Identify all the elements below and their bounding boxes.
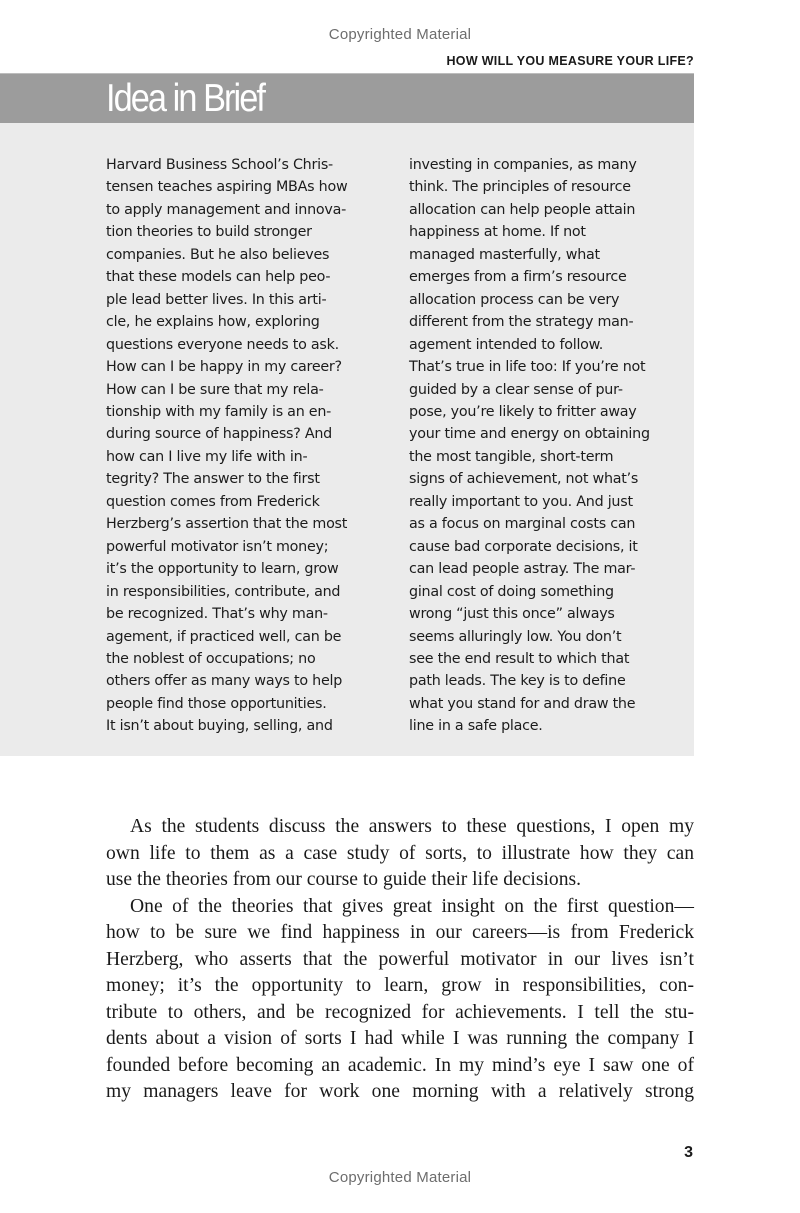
text-line: One of the theories that gives great insight on the first question—: [130, 895, 694, 917]
text-line: use the theories from our course to guide their life decisions.: [106, 869, 582, 890]
text-line: ple lead better lives. In this arti-: [106, 291, 327, 308]
text-line: questions everyone needs to ask.: [106, 336, 339, 353]
sidebar-left-column: [106, 154, 347, 738]
text-line: your time and energy on obtaining: [409, 426, 650, 443]
text-line: how to be sure we find happiness in our careers—is from Frederick: [106, 922, 694, 943]
text-line: tensen teaches aspiring MBAs how: [106, 179, 348, 196]
text-line: investing in companies, as many: [409, 157, 637, 173]
text-line: signs of achievement, not what’s: [409, 471, 639, 488]
text-line: dents about a vision of sorts I had while I was running the company I: [106, 1028, 694, 1049]
text-line: tegrity? The answer to the first: [106, 471, 320, 488]
text-line: seems alluringly low. You don’t: [409, 628, 622, 645]
text-line: wrong “just this once” always: [409, 606, 615, 623]
text-line: as a focus on marginal costs can: [409, 516, 636, 533]
text-line: agement, if practiced well, can be: [106, 628, 342, 645]
copyright-watermark-top: Copyrighted Material: [328, 26, 472, 43]
text-line: Herzberg, who asserts that the powerful motivator in our lives isn’t: [106, 948, 694, 970]
text-line: be recognized. That’s why man-: [106, 606, 328, 623]
text-line: emerges from a firm’s resource: [409, 269, 627, 286]
text-line: own life to them as a case study of sorts, to illustrate how they can: [106, 842, 694, 864]
text-line: money; it’s the opportunity to learn, grow in responsibilities, con-: [106, 975, 694, 996]
text-line: different from the strategy man-: [409, 314, 634, 331]
text-line: It isn’t about buying, selling, and: [106, 718, 333, 735]
text-line: it’s the opportunity to learn, grow: [106, 561, 339, 578]
sidebar-title: Idea in Brief: [106, 77, 264, 120]
sidebar-right-column: [409, 154, 650, 738]
copyright-watermark-bottom: Copyrighted Material: [328, 1169, 472, 1186]
text-line: tion theories to build stronger: [106, 224, 312, 241]
text-line: think. The principles of resource: [409, 179, 631, 196]
text-line: the noblest of occupations; no: [106, 650, 316, 667]
text-line: line in a safe place.: [409, 718, 543, 735]
text-line: the most tangible, short-term: [409, 448, 614, 465]
text-line: can lead people astray. The mar-: [409, 561, 636, 578]
text-line: see the end result to which that: [409, 650, 630, 667]
text-line: pose, you’re likely to fritter away: [409, 403, 637, 420]
text-line: tribute to others, and be recognized for achievements. I tell the stu-: [106, 1001, 694, 1023]
running-head: HOW WILL YOU MEASURE YOUR LIFE?: [446, 54, 694, 68]
text-line: ginal cost of doing something: [409, 583, 614, 600]
idea-in-brief-sidebar: [0, 123, 694, 756]
text-line: managed masterfully, what: [409, 246, 600, 263]
sidebar-header-band: [0, 73, 694, 123]
text-line: As the students discuss the answers to these questions, I open my: [130, 816, 694, 837]
text-line: during source of happiness? And: [106, 426, 333, 443]
text-line: allocation can help people attain: [409, 201, 636, 218]
text-line: to apply management and innova-: [106, 201, 347, 218]
text-line: powerful motivator isn’t money;: [106, 538, 329, 555]
text-line: people find those opportunities.: [106, 695, 327, 712]
text-line: cause bad corporate decisions, it: [409, 538, 638, 555]
text-line: happiness at home. If not: [409, 224, 586, 241]
text-line: what you stand for and draw the: [409, 695, 636, 712]
text-line: that these models can help peo-: [106, 269, 331, 286]
text-line: How can I be happy in my career?: [106, 359, 342, 376]
text-line: companies. But he also believes: [106, 246, 330, 263]
page-number: 3: [684, 1144, 693, 1161]
text-line: guided by a clear sense of pur-: [409, 381, 623, 398]
text-line: Harvard Business School’s Chris-: [106, 157, 333, 173]
text-line: founded before becoming an academic. In my mind’s eye I saw one of: [106, 1054, 694, 1076]
text-line: cle, he explains how, exploring: [106, 314, 320, 331]
text-line: others offer as many ways to help: [106, 673, 343, 690]
text-line: how can I live my life with in-: [106, 448, 308, 465]
text-line: question comes from Frederick: [106, 493, 320, 510]
text-line: allocation process can be very: [409, 291, 620, 308]
text-line: How can I be sure that my rela-: [106, 381, 324, 398]
text-line: in responsibilities, contribute, and: [106, 583, 341, 600]
body-text: [106, 814, 694, 1106]
text-line: my managers leave for work one morning with a relatively strong: [106, 1081, 694, 1102]
text-line: That’s true in life too: If you’re not: [409, 359, 646, 376]
text-line: Herzberg’s assertion that the most: [106, 516, 348, 533]
text-line: tionship with my family is an en-: [106, 403, 332, 420]
text-line: agement intended to follow.: [409, 336, 604, 353]
text-line: path leads. The key is to define: [409, 673, 626, 690]
text-line: really important to you. And just: [409, 493, 633, 510]
